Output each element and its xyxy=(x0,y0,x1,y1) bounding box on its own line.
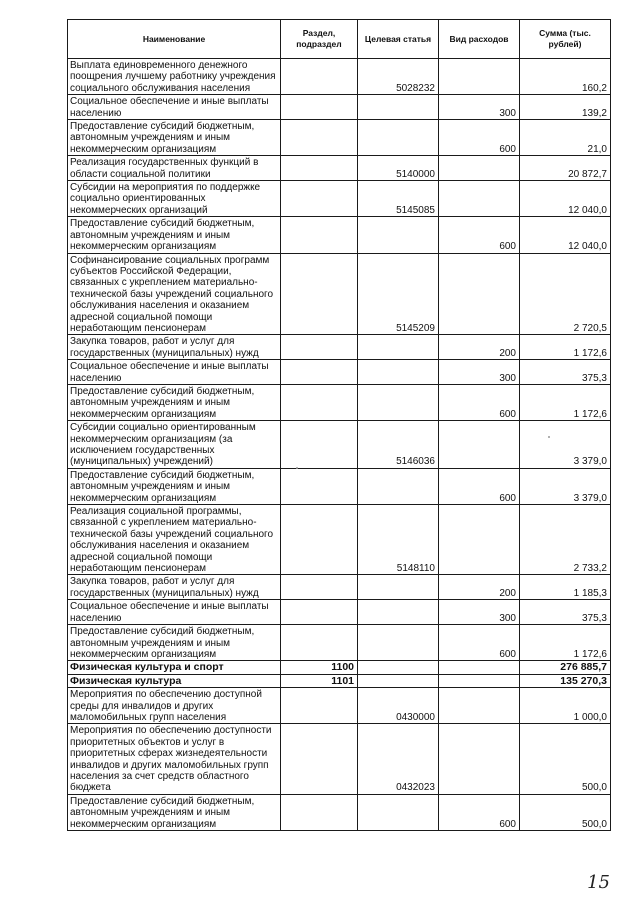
cell-sum: 20 872,7 xyxy=(520,156,611,181)
cell-type: 300 xyxy=(439,360,520,385)
table-row xyxy=(68,505,611,575)
cell-sum: 1 172,6 xyxy=(520,335,611,360)
cell-section xyxy=(281,120,358,156)
cell-section xyxy=(281,505,358,575)
cell-section xyxy=(281,95,358,120)
cell-target: 5145209 xyxy=(358,253,439,335)
cell-sum: 375,3 xyxy=(520,600,611,625)
cell-type: 600 xyxy=(439,217,520,253)
cell-name: Субсидии на мероприятия по поддержке социально ориентированных некоммерческих организаций xyxy=(68,181,281,217)
cell-sum: 21,0 xyxy=(520,120,611,156)
cell-type xyxy=(439,253,520,335)
budget-table xyxy=(67,19,611,831)
table-row xyxy=(68,421,611,469)
cell-name: Закупка товаров, работ и услуг для государственных (муниципальных) нужд xyxy=(68,335,281,360)
cell-section xyxy=(281,468,358,504)
cell-target xyxy=(358,384,439,420)
cell-sum: 1 172,6 xyxy=(520,625,611,661)
cell-type: 600 xyxy=(439,384,520,420)
cell-name: Социальное обеспечение и иные выплаты населению xyxy=(68,360,281,385)
table-row xyxy=(68,59,611,95)
cell-type xyxy=(439,421,520,469)
cell-type xyxy=(439,661,520,674)
cell-name: Социальное обеспечение и иные выплаты населению xyxy=(68,95,281,120)
cell-sum: 2 720,5 xyxy=(520,253,611,335)
cell-target xyxy=(358,95,439,120)
cell-target xyxy=(358,217,439,253)
table-row xyxy=(68,688,611,724)
cell-name: Предоставление субсидий бюджетным, автономным учреждениям и иным некоммерческим организациям xyxy=(68,794,281,830)
cell-section xyxy=(281,59,358,95)
cell-type xyxy=(439,505,520,575)
cell-section: 1100 xyxy=(281,661,358,674)
cell-type: 200 xyxy=(439,575,520,600)
table-row xyxy=(68,120,611,156)
cell-type: 600 xyxy=(439,794,520,830)
cell-sum: 135 270,3 xyxy=(520,674,611,687)
cell-sum: 500,0 xyxy=(520,724,611,794)
cell-type: 300 xyxy=(439,600,520,625)
cell-type xyxy=(439,59,520,95)
cell-section xyxy=(281,421,358,469)
cell-target: 5145085 xyxy=(358,181,439,217)
cell-target xyxy=(358,674,439,687)
cell-type: 300 xyxy=(439,95,520,120)
cell-target xyxy=(358,625,439,661)
cell-name: Субсидии социально ориентированным некоммерческим организациям (за исключением государственных (муниципальных) учреждений) xyxy=(68,421,281,469)
cell-name: Софинансирование социальных программ субъектов Российской Федерации, связанных с укреплением материально-технической базы учреждений социального обслуживания населения и оказанием адресной социальной помощи неработающим пенсионерам xyxy=(68,253,281,335)
table-row xyxy=(68,156,611,181)
header-name: Наименование xyxy=(68,20,281,59)
cell-sum: 1 185,3 xyxy=(520,575,611,600)
table-row xyxy=(68,384,611,420)
cell-name: Предоставление субсидий бюджетным, автономным учреждениям и иным некоммерческим организациям xyxy=(68,625,281,661)
cell-section xyxy=(281,156,358,181)
cell-target xyxy=(358,661,439,674)
table-row xyxy=(68,661,611,674)
cell-type: 600 xyxy=(439,625,520,661)
cell-section xyxy=(281,600,358,625)
cell-target: 5028232 xyxy=(358,59,439,95)
cell-section xyxy=(281,575,358,600)
cell-name: Реализация социальной программы, связанной с укреплением материально-технической базы учреждений социального обслуживания населения и оказанием адресной социальной помощи неработающим пенсионерам xyxy=(68,505,281,575)
cell-sum: 3 379,0 xyxy=(520,421,611,469)
cell-sum: 1 000,0 xyxy=(520,688,611,724)
table-header-row xyxy=(68,20,611,59)
cell-name: Предоставление субсидий бюджетным, автономным учреждениям и иным некоммерческим организациям xyxy=(68,217,281,253)
cell-type: 600 xyxy=(439,120,520,156)
cell-name: Физическая культура xyxy=(68,674,281,687)
header-section: Раздел, подраздел xyxy=(281,20,358,59)
table-row xyxy=(68,600,611,625)
table-row xyxy=(68,625,611,661)
cell-type: 600 xyxy=(439,468,520,504)
cell-section xyxy=(281,384,358,420)
cell-type xyxy=(439,156,520,181)
table-row xyxy=(68,575,611,600)
table-row xyxy=(68,335,611,360)
table-row xyxy=(68,724,611,794)
cell-type xyxy=(439,181,520,217)
cell-target: 0430000 xyxy=(358,688,439,724)
cell-section xyxy=(281,724,358,794)
cell-target xyxy=(358,600,439,625)
cell-name: Реализация государственных функций в области социальной политики xyxy=(68,156,281,181)
header-sum: Сумма (тыс. рублей) xyxy=(520,20,611,59)
cell-type: 200 xyxy=(439,335,520,360)
cell-target: 5146036 xyxy=(358,421,439,469)
cell-name: Закупка товаров, работ и услуг для государственных (муниципальных) нужд xyxy=(68,575,281,600)
header-target: Целевая статья xyxy=(358,20,439,59)
cell-name: Социальное обеспечение и иные выплаты населению xyxy=(68,600,281,625)
cell-sum: 12 040,0 xyxy=(520,217,611,253)
cell-target xyxy=(358,335,439,360)
cell-name: Предоставление субсидий бюджетным, автономным учреждениям и иным некоммерческим организациям xyxy=(68,120,281,156)
cell-type xyxy=(439,688,520,724)
cell-type xyxy=(439,674,520,687)
cell-sum: 3 379,0 xyxy=(520,468,611,504)
cell-name: Выплата единовременного денежного поощрения лучшему работнику учреждения социального обслуживания населения xyxy=(68,59,281,95)
header-type: Вид расходов xyxy=(439,20,520,59)
cell-sum: 500,0 xyxy=(520,794,611,830)
cell-sum: 2 733,2 xyxy=(520,505,611,575)
cell-target: 5140000 xyxy=(358,156,439,181)
cell-sum: 160,2 xyxy=(520,59,611,95)
table-row xyxy=(68,181,611,217)
cell-name: Физическая культура и спорт xyxy=(68,661,281,674)
cell-target xyxy=(358,120,439,156)
cell-name: Предоставление субсидий бюджетным, автономным учреждениям и иным некоммерческим организациям xyxy=(68,384,281,420)
cell-type xyxy=(439,724,520,794)
table-row xyxy=(68,217,611,253)
cell-section xyxy=(281,625,358,661)
cell-target xyxy=(358,468,439,504)
scan-speck xyxy=(548,436,550,438)
cell-sum: 12 040,0 xyxy=(520,181,611,217)
cell-target: 0432023 xyxy=(358,724,439,794)
cell-section xyxy=(281,253,358,335)
cell-name: Мероприятия по обеспечению доступной среды для инвалидов и других маломобильных групп населения xyxy=(68,688,281,724)
cell-section xyxy=(281,217,358,253)
cell-section xyxy=(281,335,358,360)
scan-speck xyxy=(296,467,298,469)
cell-sum: 375,3 xyxy=(520,360,611,385)
table-row xyxy=(68,95,611,120)
cell-section xyxy=(281,181,358,217)
table-row xyxy=(68,468,611,504)
cell-sum: 276 885,7 xyxy=(520,661,611,674)
table-row xyxy=(68,360,611,385)
table-row xyxy=(68,794,611,830)
cell-section xyxy=(281,688,358,724)
cell-name: Предоставление субсидий бюджетным, автономным учреждениям и иным некоммерческим организациям xyxy=(68,468,281,504)
cell-sum: 139,2 xyxy=(520,95,611,120)
cell-name: Мероприятия по обеспечению доступности приоритетных объектов и услуг в приоритетных сферах жизнедеятельности инвалидов и других маломобильных групп населения за счет средств областного бюджета xyxy=(68,724,281,794)
page-number: 15 xyxy=(587,872,610,893)
cell-sum: 1 172,6 xyxy=(520,384,611,420)
cell-target xyxy=(358,575,439,600)
cell-section xyxy=(281,360,358,385)
cell-section xyxy=(281,794,358,830)
cell-target xyxy=(358,360,439,385)
table-row xyxy=(68,674,611,687)
cell-target xyxy=(358,794,439,830)
table-row xyxy=(68,253,611,335)
table-body xyxy=(68,59,611,831)
cell-section: 1101 xyxy=(281,674,358,687)
cell-target: 5148110 xyxy=(358,505,439,575)
